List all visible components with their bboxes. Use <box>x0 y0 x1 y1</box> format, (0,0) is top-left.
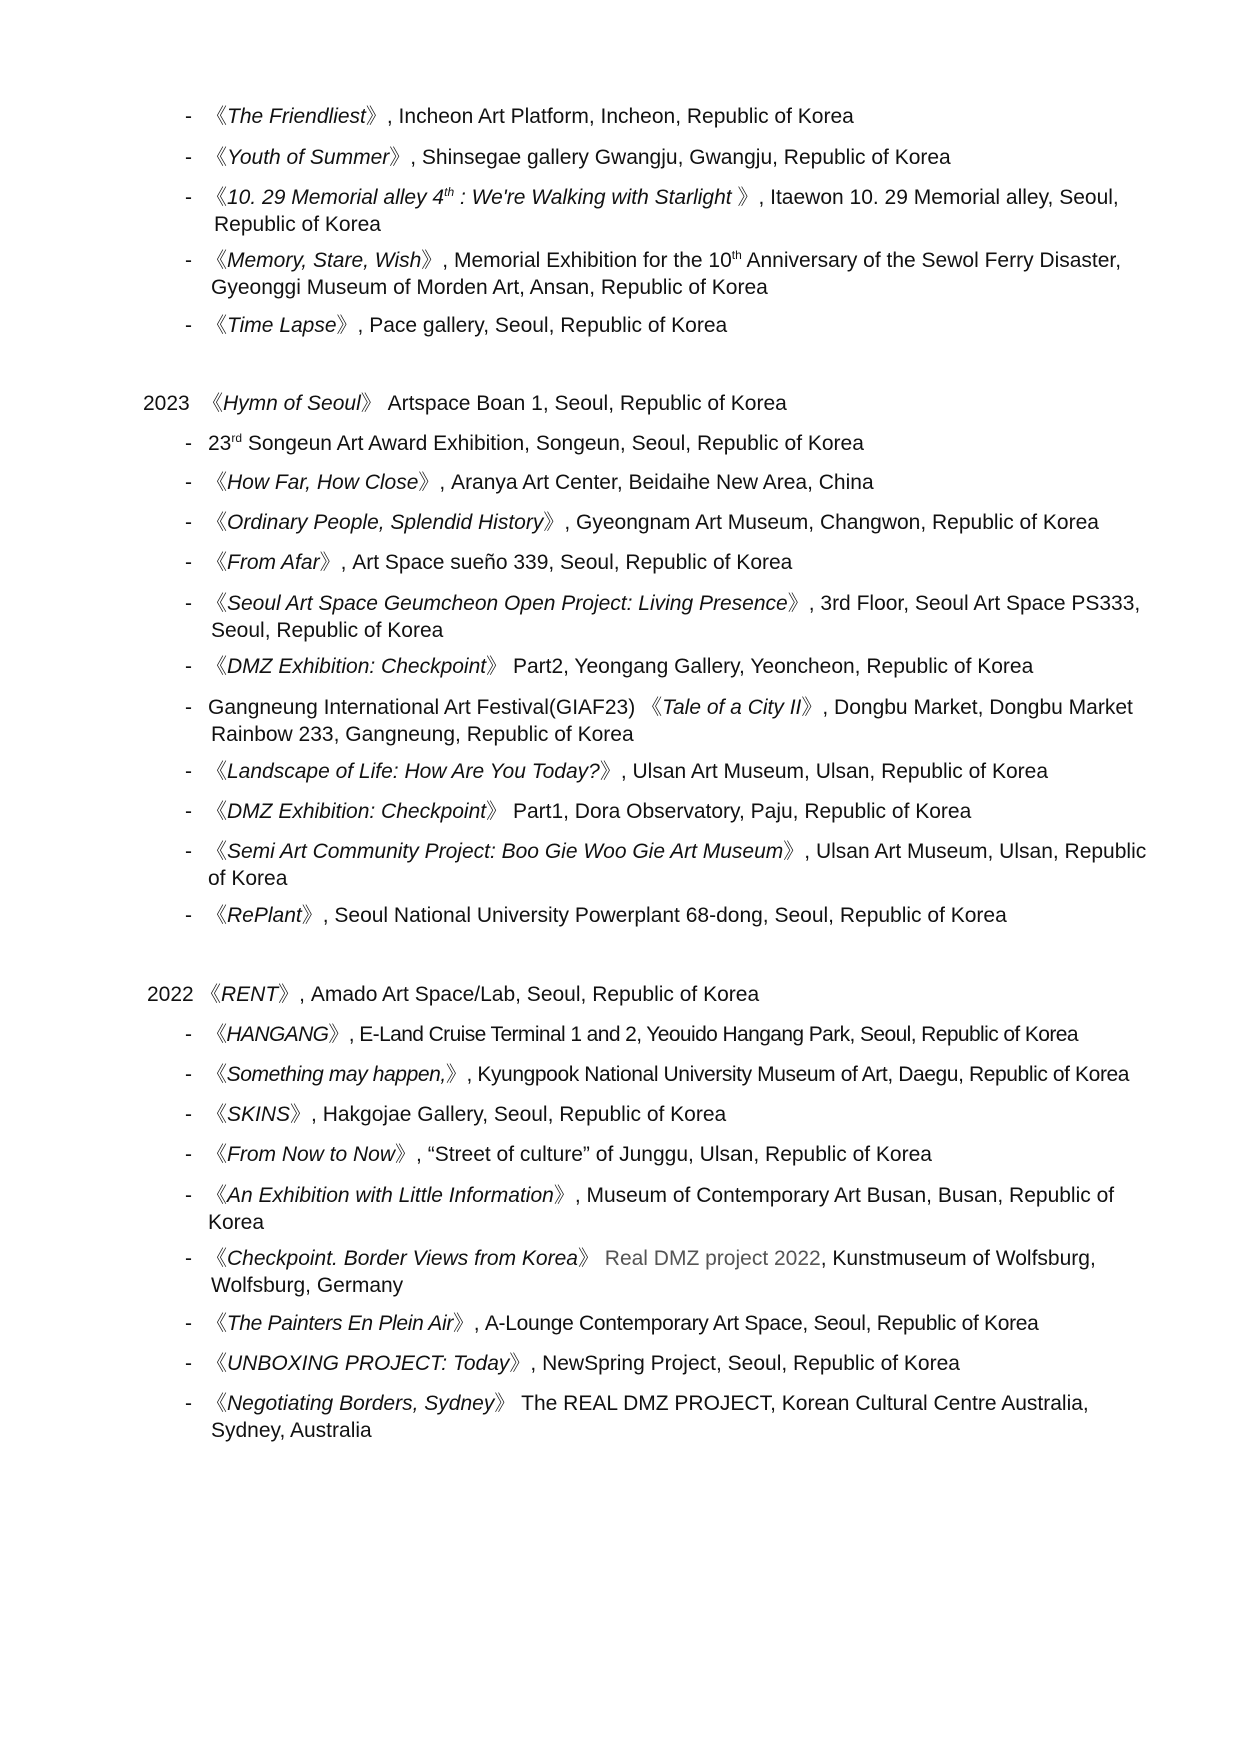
bullet-dash: - <box>185 105 192 128</box>
bullet-dash: - <box>185 1247 192 1270</box>
bullet-dash: - <box>185 1352 192 1375</box>
bullet-dash: - <box>185 314 192 337</box>
cv-exhibition-page: - 《The Friendliest》, Incheon Art Platform, Incheon, Republic of Korea - 《Youth of Summer》, Shinsegae gallery Gwangju, Gwangju, Republic of Korea - 《10. 29 Memorial alley 4th : We're Walking with Starlight 》, Itaewon 10. 29 Memorial alley, Seoul, Republic of Korea - 《Memory, Stare, Wish》, Memorial Exhibition for the 10th Anniversary of the Sewol Ferry Disaster, Gyeonggi Museum of Morden Art, Ansan, Republic of Korea - 《Time Lapse》, Pace gallery, Seoul, Republic of Korea 2023 《Hymn of Seoul》 Artspace Boan 1, Seoul, Republic of Korea - 23rd Songeun Art Award Exhibition, Songeun, Seoul, Republic of Korea - 《How Far, How Close》, Aranya Art Center, Beidaihe New Area, China - 《Ordinary People, Splendid History》, Gyeongnam Art Museum, Changwon, Republic of Korea - 《From Afar》, Art Space sueño 339, Seoul, Republic of Korea - 《Seoul Art Space Geumcheon Open Project: Living Presence》, 3rd Floor, Seoul Art Space PS333, Seoul, Republic of Korea - 《DMZ Exhibition: Checkpoint》 Part2, Yeongang Gallery, Yeoncheon, Republic of Korea - Gangneung International Art Festival(GIAF23) 《Tale of a City II》, Dongbu Market, Dongbu Market Rainbow 233, Gangneung, Republic of Korea - 《Landscape of Life: How Are You Today?》, Ulsan Art Museum, Ulsan, Republic of Korea - 《DMZ Exhibition: Checkpoint》 Part1, Dora Observatory, Paju, Republic of Korea - 《Semi Art Community Project: Boo Gie Woo Gie Art Museum》, Ulsan Art Museum, Ulsan, Republic of Korea - 《RePlant》, Seoul National University Powerplant 68-dong, Seoul, Republic of Korea 2022 《RENT》, Amado Art Space/Lab, Seoul, Republic of Korea - 《HANGANG》, E-Land Cruise Terminal 1 and 2, Yeouido Hangang Park, Seoul, Republic of Korea - 《Something may happen,》, Kyungpook National University Museum of Art, Daegu, Republic of Korea - 《SKINS》, Hakgojae Gallery, Seoul, Republic of Korea - 《From Now to Now》, “Street of culture” of Junggu, Ulsan, Republic of Korea - 《An Exhibition with Little Information》, Museum of Contemporary Art Busan, Busan, Republic of Korea - 《Checkpoint. Border Views from Korea》 Real DMZ project 2022, Kunstmuseum of Wolfsburg, Wolfsburg, Germany - 《The Painters En Plein Air》, A-Lounge Contemporary Art Space, Seoul, Republic of Korea - 《UNBOXING PROJECT: Today》, NewSpring Project, Seoul, Republic of Korea - 《Negotiating Borders, Sydney》 The REAL DMZ PROJECT, Korean Cultural Centre Australia, Sydney, Australia <box>143 105 1147 1442</box>
bullet-dash: - <box>185 186 192 209</box>
bullet-dash: - <box>185 1063 192 1086</box>
bullet-dash: - <box>185 1103 192 1126</box>
bullet-dash: - <box>185 471 192 494</box>
bullet-dash: - <box>185 1023 192 1046</box>
bullet-dash: - <box>185 511 192 534</box>
bullet-dash: - <box>185 840 192 863</box>
bullet-dash: - <box>185 592 192 615</box>
bullet-dash: - <box>185 1312 192 1335</box>
bullet-dash: - <box>185 655 192 678</box>
bullet-dash: - <box>185 146 192 169</box>
bullet-dash: - <box>185 432 192 455</box>
bullet-dash: - <box>185 696 192 719</box>
bullet-dash: - <box>185 1143 192 1166</box>
bullet-dash: - <box>185 1184 192 1207</box>
bullet-dash: - <box>185 760 192 783</box>
bullet-dash: - <box>185 904 192 927</box>
year-label: 2023 <box>143 392 190 415</box>
bullet-dash: - <box>185 1392 192 1415</box>
bullet-dash: - <box>185 249 192 272</box>
bullet-dash: - <box>185 551 192 574</box>
bullet-dash: - <box>185 800 192 823</box>
year-label: 2022 <box>147 983 194 1006</box>
